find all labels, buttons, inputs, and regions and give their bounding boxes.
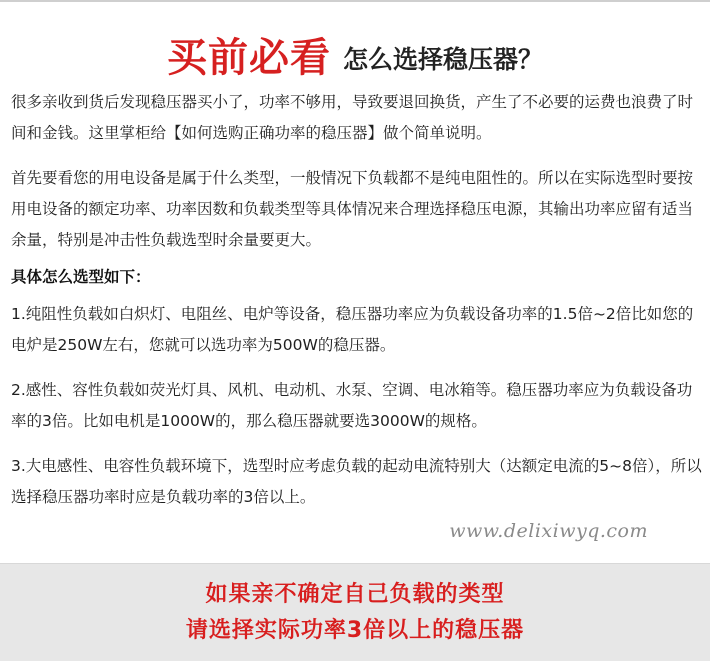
site-watermark: www.delixiwyq.com [449, 520, 648, 542]
selection-item-1: 1.纯阻性负载如白炽灯、电阻丝、电炉等设备，稳压器功率应为负载设备功率的1.5倍~2倍比如您的电炉是250W左右，您就可以选功率为500W的稳压器。 [11, 305, 694, 354]
selection-item-2: 2.感性、容性负载如荧光灯具、风机、电动机、水泵、空调、电冰箱等。稳压器功率应为负载设备功率的3倍。比如电机是1000W的，那么稳压器就要选3000W的规格。 [11, 381, 693, 430]
first-look-paragraph: 首先要看您的用电设备是属于什么类型，一般情况下负载都不是纯电阻性的。所以在实际选型时要按用电设备的额定功率、功率因数和负载类型等具体情况来合理选择稳压电源，其输出功率应留有适当余量，特别是冲击性负载选型时余量要更大。 [11, 169, 694, 249]
footer-banner [0, 563, 710, 661]
guide-content [11, 87, 703, 513]
page-subtitle: 怎么选择稳压器？ [342, 45, 543, 74]
page-title: 买前必看 [166, 35, 331, 81]
footer-line-1: 如果亲不确定自己负载的类型 [205, 581, 505, 607]
intro-paragraph: 很多亲收到货后发现稳压器买小了，功率不够用，导致要退回换货，产生了不必要的运费也浪费了时间和金钱。这里掌柜给【如何选购正确功率的稳压器】做个简单说明。 [11, 93, 694, 142]
footer-line-2: 请选择实际功率3倍以上的稳压器 [185, 617, 525, 643]
page-header [0, 20, 710, 80]
selection-heading: 具体怎么选型如下： [11, 268, 151, 286]
selection-item-3: 3.大电感性、电容性负载环境下，选型时应考虑负载的起动电流特别大（达额定电流的5~8倍），所以选择稳压器功率时应是负载功率的3倍以上。 [11, 457, 702, 506]
